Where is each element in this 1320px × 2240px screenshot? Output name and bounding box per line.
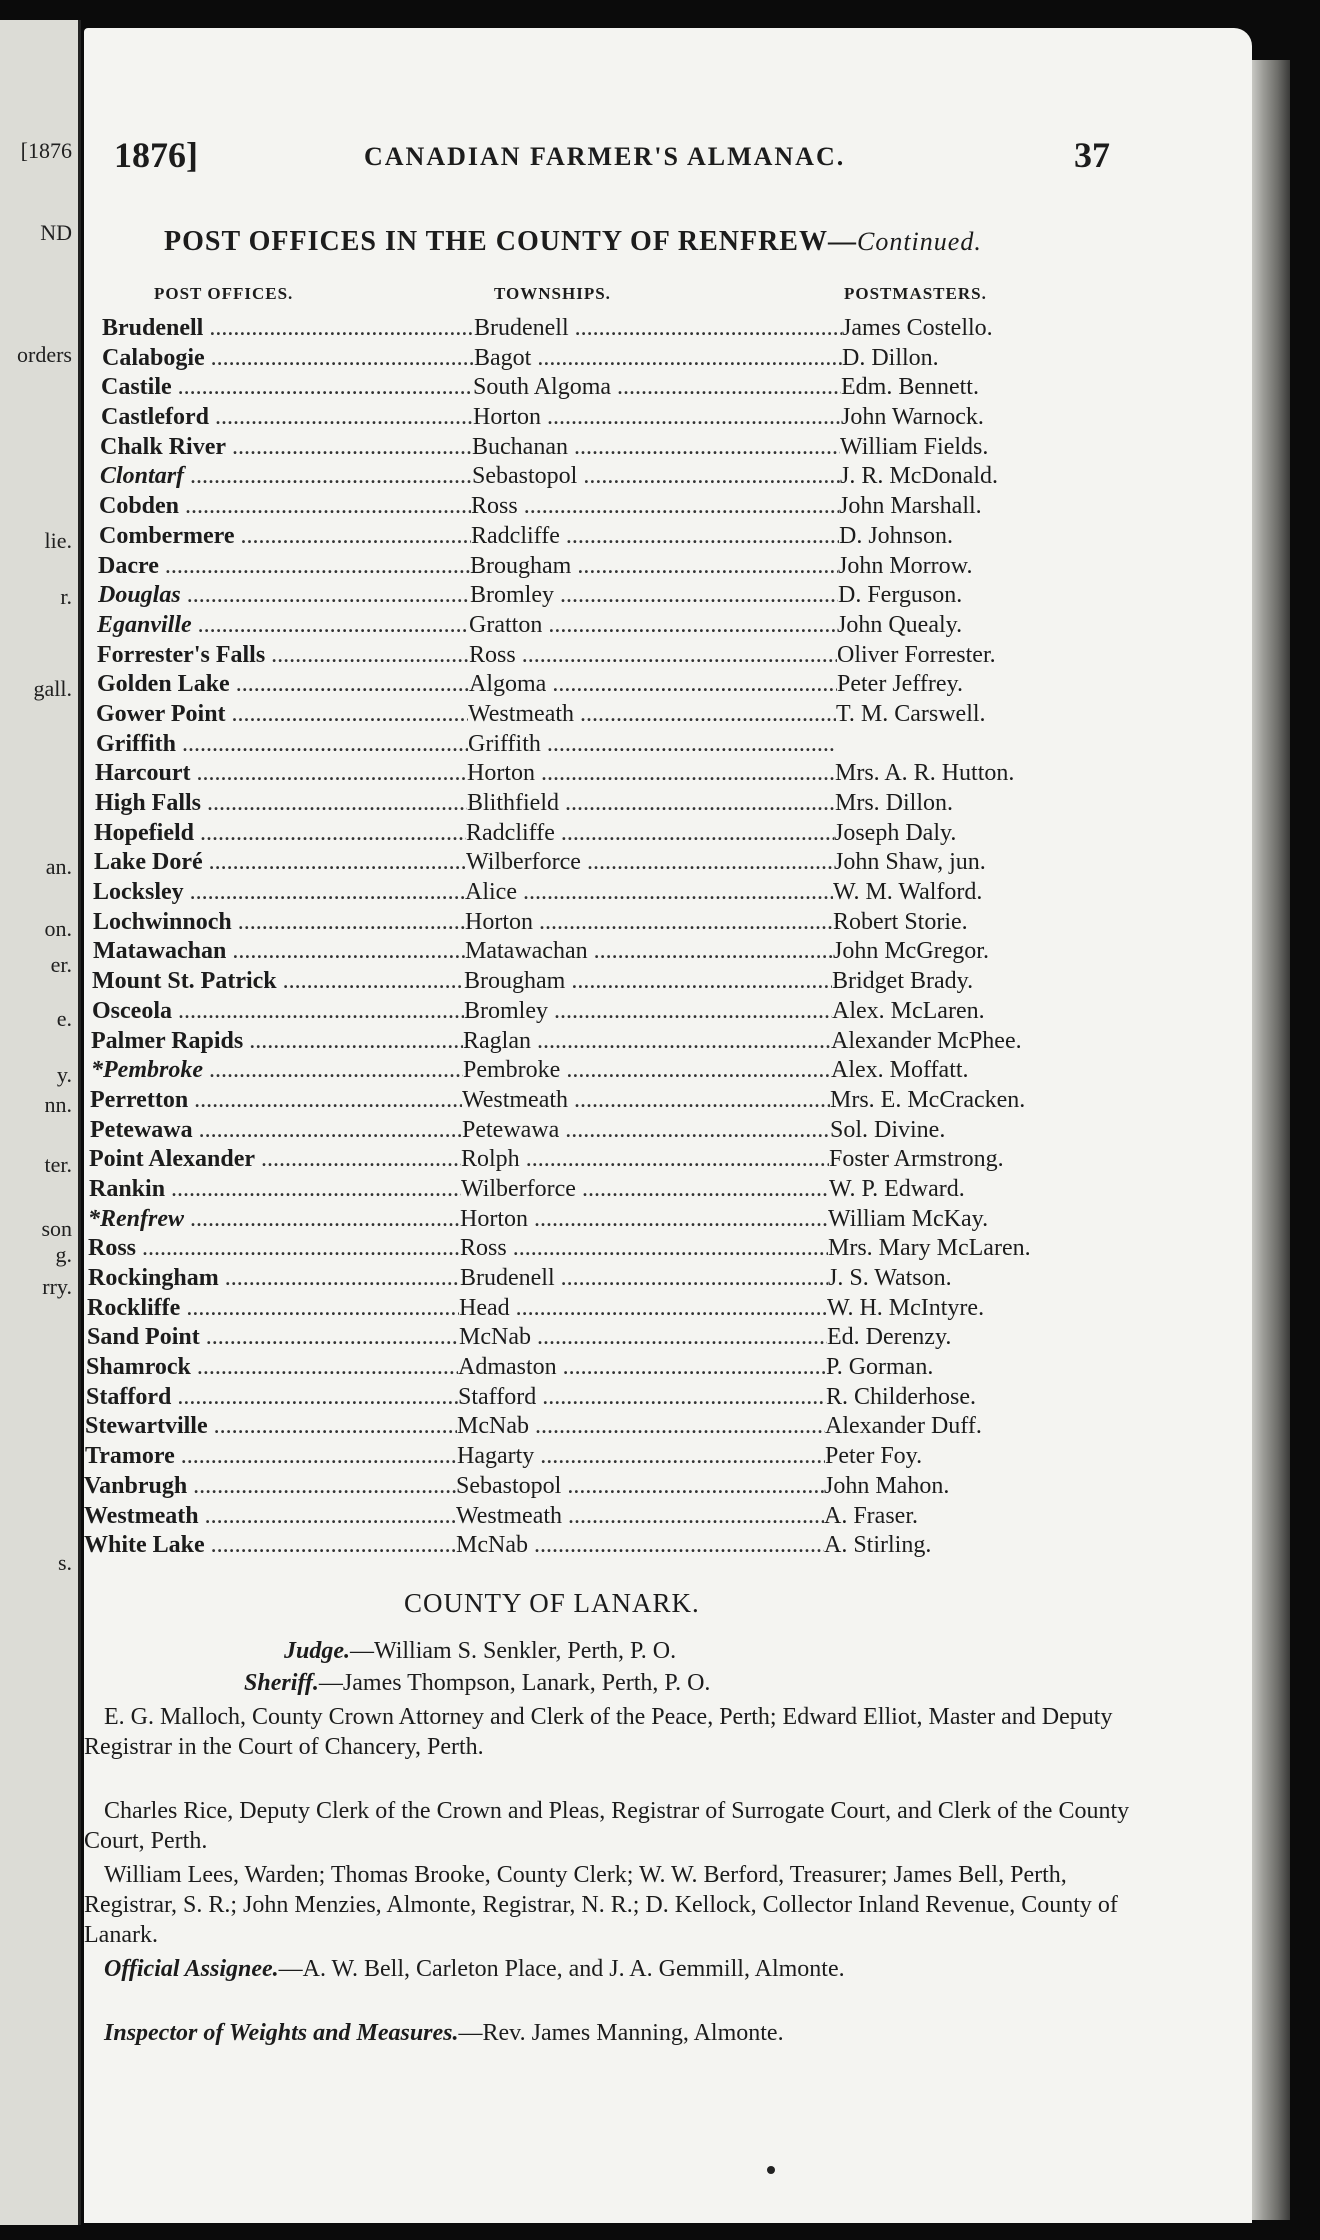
- post-office-name: Point Alexander .....: [89, 1145, 461, 1174]
- section-title: [164, 226, 1164, 258]
- township-name: Horton .....: [460, 1205, 828, 1234]
- facing-page-text: e.: [56, 1006, 72, 1031]
- post-office-name: Brudenell .....: [102, 314, 474, 343]
- postmaster-name: Oliver Forrester.: [837, 641, 996, 668]
- postmaster-name: Robert Storie.: [833, 908, 968, 935]
- header-year: 1876]: [114, 135, 198, 175]
- post-office-name: Castile .....: [101, 373, 473, 402]
- township-name: Buchanan .....: [472, 433, 840, 462]
- township-name: Bagot .....: [474, 344, 842, 373]
- post-office-name: Griffith .....: [96, 730, 468, 759]
- postmaster-name: D. Ferguson.: [838, 582, 963, 609]
- postmaster-name: Mrs. E. McCracken.: [830, 1086, 1026, 1113]
- post-office-name: Chalk River .....: [100, 433, 472, 462]
- column-header-townships: TOWNSHIPS.: [494, 284, 611, 303]
- post-office-name: Sand Point .....: [87, 1323, 459, 1352]
- township-name: Rolph .....: [461, 1145, 829, 1174]
- post-office-name: Rockingham .....: [88, 1264, 460, 1293]
- township-name: Bromley .....: [464, 997, 832, 1026]
- post-office-name: Perretton .....: [90, 1086, 462, 1115]
- facing-page-text: son: [41, 1216, 72, 1241]
- township-name: Brudenell .....: [474, 314, 842, 343]
- postmaster-name: Alex. McLaren.: [832, 997, 985, 1024]
- township-name: Matawachan .....: [465, 937, 833, 966]
- postmaster-name: Mrs. Dillon.: [835, 790, 954, 816]
- printer-mark: [767, 2166, 775, 2174]
- township-name: Horton .....: [467, 759, 835, 788]
- post-office-row: [84, 848, 1252, 878]
- post-office-row: [84, 1234, 1252, 1264]
- township-name: Hagarty .....: [457, 1442, 825, 1471]
- post-office-name: Eganville .....: [97, 611, 469, 640]
- postmaster-name: Peter Jeffrey.: [837, 671, 963, 698]
- postmaster-name: John Shaw, jun.: [834, 849, 986, 876]
- township-name: Brudenell .....: [460, 1264, 828, 1293]
- postmaster-name: A. Fraser.: [824, 1502, 918, 1529]
- postmaster-name: John Mahon.: [824, 1472, 950, 1499]
- column-headers: [84, 284, 1252, 310]
- township-name: Stafford .....: [458, 1383, 826, 1412]
- township-name: Griffith .....: [468, 730, 836, 759]
- township-name: Gratton .....: [469, 611, 837, 640]
- post-office-row: [84, 522, 1252, 552]
- township-name: Sebastopol .....: [472, 462, 840, 491]
- section-continued: Continued.: [856, 227, 982, 256]
- facing-page-text: r.: [60, 584, 72, 609]
- lanark-para-deputy-clerk: Charles Rice, Deputy Clerk of the Crown and Pleas, Registrar of Surrogate Court, and Clerk of the County Court, Perth.: [84, 1798, 1130, 1854]
- township-name: Westmeath .....: [462, 1086, 830, 1115]
- postmaster-name: D. Johnson.: [839, 522, 954, 549]
- post-office-name: Combermere .....: [99, 522, 471, 551]
- post-office-row: [84, 700, 1252, 730]
- postmaster-name: James Costello.: [842, 315, 993, 341]
- post-office-row: [84, 1323, 1252, 1353]
- post-office-row: [84, 403, 1252, 433]
- post-office-name: Clontarf .....: [100, 462, 472, 491]
- township-name: Head .....: [459, 1294, 827, 1323]
- postmaster-name: William McKay.: [828, 1205, 989, 1232]
- township-name: Ross .....: [471, 492, 839, 521]
- postmaster-name: W. P. Edward.: [829, 1175, 965, 1202]
- postmaster-name: Edm. Bennett.: [841, 374, 979, 401]
- running-header: [84, 134, 1252, 184]
- township-name: South Algoma .....: [473, 373, 841, 402]
- post-office-name: Petewawa .....: [90, 1116, 462, 1145]
- post-office-row: [84, 759, 1252, 789]
- postmaster-name: W. H. McIntyre.: [827, 1294, 985, 1321]
- post-office-row: [84, 1027, 1252, 1057]
- postmaster-name: Alexander McPhee.: [831, 1027, 1022, 1054]
- post-office-row: [84, 878, 1252, 908]
- post-office-list: [84, 314, 1252, 1561]
- township-name: Sebastopol .....: [456, 1472, 824, 1501]
- post-office-row: [84, 1472, 1252, 1502]
- post-office-name: Golden Lake .....: [97, 670, 469, 699]
- postmaster-name: Mrs. A. R. Hutton.: [835, 760, 1015, 787]
- post-office-row: [84, 730, 1252, 760]
- facing-page-text: an.: [45, 854, 72, 879]
- township-name: McNab .....: [459, 1323, 827, 1352]
- post-office-name: Locksley .....: [93, 878, 465, 907]
- post-office-row: [84, 1531, 1252, 1561]
- postmaster-name: John Warnock.: [841, 404, 984, 431]
- post-office-name: Lochwinnoch .....: [93, 908, 465, 937]
- postmaster-name: A. Stirling.: [824, 1532, 932, 1559]
- facing-page-text: ter.: [44, 1152, 72, 1177]
- post-office-name: Lake Doré .....: [94, 848, 466, 877]
- postmaster-name: J. R. McDonald.: [840, 463, 998, 490]
- post-office-name: Forrester's Falls .....: [97, 641, 469, 670]
- township-name: Algoma .....: [469, 670, 837, 699]
- post-office-row: [84, 552, 1252, 582]
- post-office-name: Mount St. Patrick .....: [92, 967, 464, 996]
- post-office-name: Rankin .....: [89, 1175, 461, 1204]
- facing-page-text: gall.: [33, 676, 72, 701]
- post-office-name: High Falls .....: [95, 789, 467, 818]
- post-office-row: [84, 1175, 1252, 1205]
- township-name: Alice .....: [465, 878, 833, 907]
- post-office-row: [84, 1056, 1252, 1086]
- facing-page-text: rry.: [42, 1274, 72, 1299]
- lanark-para-warden: William Lees, Warden; Thomas Brooke, County Clerk; W. W. Berford, Treasurer; James Bell, Perth, Registrar, S. R.; John Menzies, Almonte, Registrar, N. R.; D. Kellock, Collector Inland Revenue, County of Lanark.: [84, 1862, 1118, 1948]
- postmaster-name: W. M. Walford.: [833, 879, 983, 906]
- postmaster-name: John Marshall.: [839, 493, 982, 520]
- facing-page-text: nn.: [44, 1092, 72, 1117]
- post-office-name: Shamrock .....: [86, 1353, 458, 1382]
- post-office-row: [84, 1383, 1252, 1413]
- post-office-name: Ross .....: [88, 1234, 460, 1263]
- post-office-row: [84, 314, 1252, 344]
- township-name: Radcliffe .....: [471, 522, 839, 551]
- township-name: Radcliffe .....: [466, 819, 834, 848]
- postmaster-name: John McGregor.: [833, 938, 989, 965]
- postmaster-name: Foster Armstrong.: [829, 1146, 1004, 1173]
- post-office-name: *Renfrew .....: [88, 1205, 460, 1234]
- post-office-row: [84, 373, 1252, 403]
- postmaster-name: Alex. Moffatt.: [831, 1057, 969, 1084]
- township-name: Westmeath .....: [468, 700, 836, 729]
- post-office-name: Matawachan .....: [93, 937, 465, 966]
- post-office-row: [84, 670, 1252, 700]
- postmaster-name: J. S. Watson.: [828, 1265, 952, 1291]
- facing-page-text: er.: [50, 952, 72, 977]
- post-office-row: [84, 789, 1252, 819]
- post-office-row: [84, 819, 1252, 849]
- postmaster-name: Alexander Duff.: [825, 1413, 982, 1440]
- post-office-row: [84, 1294, 1252, 1324]
- post-office-name: Vanbrugh .....: [84, 1472, 456, 1501]
- post-office-row: [84, 997, 1252, 1027]
- township-name: Admaston .....: [458, 1353, 826, 1382]
- facing-page-text: s.: [57, 1550, 72, 1575]
- post-office-name: Castleford .....: [101, 403, 473, 432]
- post-office-name: Calabogie .....: [102, 344, 474, 373]
- township-name: Brougham .....: [470, 552, 838, 581]
- column-header-postmasters: POSTMASTERS.: [844, 284, 987, 303]
- post-office-row: [84, 1116, 1252, 1146]
- postmaster-name: T. M. Carswell.: [836, 700, 986, 727]
- township-name: Westmeath .....: [456, 1502, 824, 1531]
- facing-page-text: [1876: [20, 138, 72, 163]
- header-title: CANADIAN FARMER'S ALMANAC.: [364, 142, 846, 171]
- post-office-name: Stafford .....: [86, 1383, 458, 1412]
- facing-page-fragment: [0, 20, 81, 2225]
- lanark-para-crown-attorney: E. G. Malloch, County Crown Attorney and Clerk of the Peace, Perth; Edward Elliot, Master and Deputy Registrar in the Court of Chancery, Perth.: [84, 1704, 1113, 1760]
- postmaster-name: William Fields.: [840, 433, 989, 460]
- township-name: Blithfield .....: [467, 789, 835, 818]
- post-office-row: [84, 611, 1252, 641]
- lanark-inspector: Inspector of Weights and Measures.—Rev. James Manning, Almonte.: [104, 2020, 784, 2046]
- township-name: Horton .....: [473, 403, 841, 432]
- post-office-name: Palmer Rapids .....: [91, 1027, 463, 1056]
- post-office-name: *Pembroke .....: [91, 1056, 463, 1085]
- post-office-row: [84, 1264, 1252, 1294]
- facing-page-text: y.: [56, 1062, 72, 1087]
- post-office-name: Gower Point .....: [96, 700, 468, 729]
- post-office-name: Osceola .....: [92, 997, 464, 1026]
- facing-page-text: orders: [17, 342, 72, 367]
- township-name: Ross .....: [460, 1234, 828, 1263]
- lanark-sheriff: Sheriff.—James Thompson, Lanark, Perth, P. O.: [244, 1670, 711, 1696]
- township-name: Petewawa .....: [462, 1116, 830, 1145]
- post-office-row: [84, 641, 1252, 671]
- post-office-name: Cobden .....: [99, 492, 471, 521]
- post-office-row: [84, 1502, 1252, 1532]
- post-office-name: Dacre .....: [98, 552, 470, 581]
- postmaster-name: D. Dillon.: [842, 344, 939, 371]
- township-name: Bromley .....: [470, 581, 838, 610]
- post-office-row: [84, 492, 1252, 522]
- township-name: Horton .....: [465, 908, 833, 937]
- lanark-judge: Judge.—William S. Senkler, Perth, P. O.: [284, 1638, 677, 1664]
- post-office-name: Harcourt .....: [95, 759, 467, 788]
- township-name: McNab .....: [457, 1412, 825, 1441]
- post-office-name: Rockliffe .....: [87, 1294, 459, 1323]
- township-name: Wilberforce .....: [461, 1175, 829, 1204]
- township-name: Wilberforce .....: [466, 848, 834, 877]
- post-office-name: Stewartville .....: [85, 1412, 457, 1441]
- post-office-name: Tramore .....: [85, 1442, 457, 1471]
- lanark-official-assignee: Official Assignee.—A. W. Bell, Carleton Place, and J. A. Gemmill, Almonte.: [104, 1956, 845, 1982]
- post-office-row: [84, 1442, 1252, 1472]
- post-office-row: [84, 967, 1252, 997]
- post-office-name: White Lake .....: [84, 1531, 456, 1560]
- postmaster-name: Sol. Divine.: [830, 1116, 946, 1143]
- postmaster-name: John Morrow.: [838, 552, 973, 579]
- postmaster-name: Mrs. Mary McLaren.: [828, 1235, 1031, 1262]
- facing-page-text: on.: [44, 916, 72, 941]
- township-name: Raglan .....: [463, 1027, 831, 1056]
- facing-page-text: ND: [40, 220, 72, 245]
- lanark-title: COUNTY OF LANARK.: [404, 1588, 700, 1618]
- postmaster-name: Bridget Brady.: [832, 968, 974, 995]
- column-header-post-offices: POST OFFICES.: [154, 284, 294, 303]
- post-office-name: Westmeath .....: [84, 1502, 456, 1531]
- facing-page-text: lie.: [44, 528, 72, 553]
- post-office-row: [84, 1086, 1252, 1116]
- page-number: 37: [1074, 135, 1110, 175]
- post-office-row: [84, 1353, 1252, 1383]
- postmaster-name: John Quealy.: [837, 611, 963, 638]
- post-office-row: [84, 433, 1252, 463]
- post-office-row: [84, 1412, 1252, 1442]
- township-name: Pembroke .....: [463, 1056, 831, 1085]
- post-office-row: [84, 1145, 1252, 1175]
- almanac-page: [84, 28, 1252, 2223]
- section-title-text: POST OFFICES IN THE COUNTY OF RENFREW—: [164, 226, 857, 257]
- township-name: McNab .....: [456, 1531, 824, 1560]
- post-office-row: [84, 1205, 1252, 1235]
- postmaster-name: R. Childerhose.: [826, 1383, 976, 1410]
- post-office-row: [84, 937, 1252, 967]
- township-name: Brougham .....: [464, 967, 832, 996]
- postmaster-name: Ed. Derenzy.: [827, 1324, 952, 1351]
- post-office-row: [84, 462, 1252, 492]
- postmaster-name: P. Gorman.: [826, 1354, 934, 1381]
- postmaster-name: Peter Foy.: [825, 1443, 923, 1470]
- post-office-row: [84, 581, 1252, 611]
- township-name: Ross .....: [469, 641, 837, 670]
- post-office-row: [84, 908, 1252, 938]
- post-office-name: Hopefield .....: [94, 819, 466, 848]
- post-office-row: [84, 344, 1252, 374]
- postmaster-name: Joseph Daly.: [834, 819, 957, 846]
- facing-page-text: g.: [55, 1242, 72, 1267]
- post-office-name: Douglas .....: [98, 581, 470, 610]
- page-edge-shadow: [1248, 60, 1290, 2220]
